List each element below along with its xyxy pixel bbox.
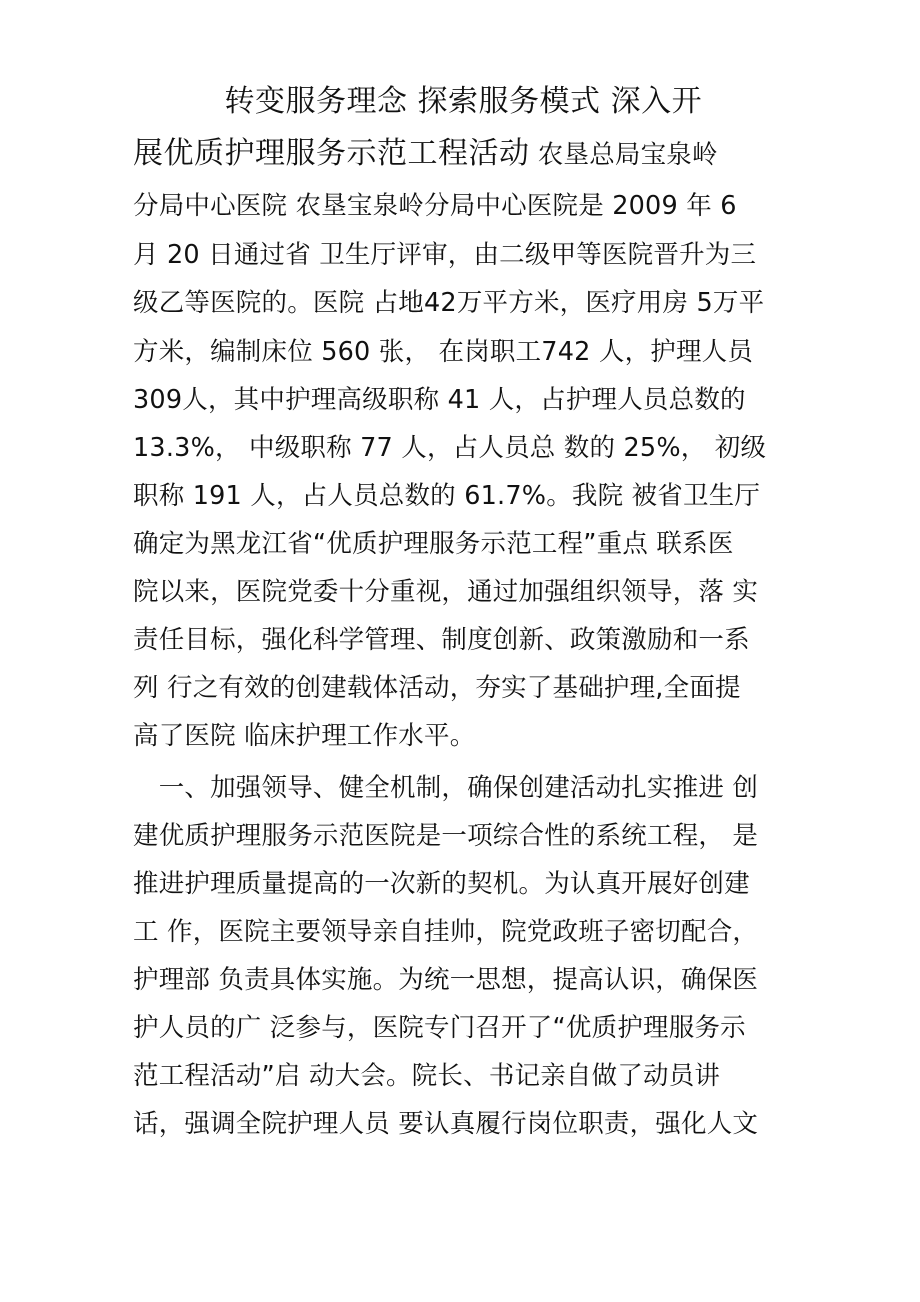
body-line-text: 级乙等医院的。医院 占地42万平方米，医疗用房 5万平: [133, 288, 765, 318]
body-line-text: 范工程活动”启 动大会。院长、书记亲自做了动员讲: [133, 1061, 721, 1091]
body-line-text: 工 作，医院主要领导亲自挂帅，院党政班子密切配合，: [133, 917, 759, 947]
body-line-text: 护理部 负责具体实施。为统一思想，提高认识，确保医: [133, 965, 759, 995]
body-line: [133, 1059, 803, 1093]
title-line-2: [133, 134, 803, 174]
body-line-text: 建优质护理服务示范医院是一项综合性的系统工程， 是: [133, 821, 759, 851]
body-line-text: 院以来，医院党委十分重视，通过加强组织领导，落 实: [133, 577, 759, 607]
body-line: [133, 1011, 803, 1045]
body-line: [133, 719, 803, 753]
body-line: [133, 431, 803, 465]
body-line: [133, 819, 803, 853]
title-text-2: 展优质护理服务示范工程活动: [133, 136, 530, 171]
body-line-text: 月 20 日通过省 卫生厅评审，由二级甲等医院晋升为三: [133, 240, 757, 270]
body-line-text: 话，强调全院护理人员 要认真履行岗位职责，强化人文: [133, 1109, 759, 1139]
body-line: [133, 915, 803, 949]
body-line-text: 分局中心医院 农垦宝泉岭分局中心医院是 2009 年 6: [133, 191, 737, 221]
body-line-text: 13.3%， 中级职称 77 人，占人员总 数的 25%， 初级: [133, 433, 767, 463]
body-line-text: 推进护理质量提高的一次新的契机。为认真开展好创建: [133, 869, 750, 899]
body-line: [133, 963, 803, 997]
body-line: [133, 238, 803, 272]
body-line-text: 方米，编制床位 560 张， 在岗职工742 人，护理人员: [133, 337, 754, 367]
body-line: [133, 575, 803, 609]
section-heading-text: 一、加强领导、健全机制，确保创建活动扎实推进 创: [133, 773, 759, 803]
body-line-text: 职称 191 人，占人员总数的 61.7%。我院 被省卫生厅: [133, 481, 761, 511]
body-line: [133, 479, 803, 513]
body-line: [133, 867, 803, 901]
body-line-text: 列 行之有效的创建载体活动，夯实了基础护理,全面提: [133, 673, 741, 703]
author-text: 农垦总局宝泉岭: [529, 140, 718, 170]
body-line: [133, 286, 803, 320]
title-line-1: [133, 82, 803, 122]
body-line: [133, 671, 803, 705]
body-line-text: 护人员的广 泛参与，医院专门召开了“优质护理服务示: [133, 1013, 746, 1043]
body-line: [133, 623, 803, 657]
title-text-1: 转变服务理念 探索服务模式 深入开: [133, 84, 703, 119]
body-line-text: 确定为黑龙江省“优质护理服务示范工程”重点 联系医: [133, 529, 734, 559]
body-line-text: 责任目标，强化科学管理、制度创新、政策激励和一系: [133, 625, 750, 655]
body-line-text: 高了医院 临床护理工作水平。: [133, 721, 476, 751]
body-line: [133, 1107, 803, 1141]
body-line: [133, 527, 803, 561]
body-line: [133, 189, 803, 223]
body-line: [133, 383, 803, 417]
section-heading-line: [133, 771, 803, 805]
body-line-text: 309人，其中护理高级职称 41 人，占护理人员总数的: [133, 385, 746, 415]
body-line: [133, 335, 803, 369]
